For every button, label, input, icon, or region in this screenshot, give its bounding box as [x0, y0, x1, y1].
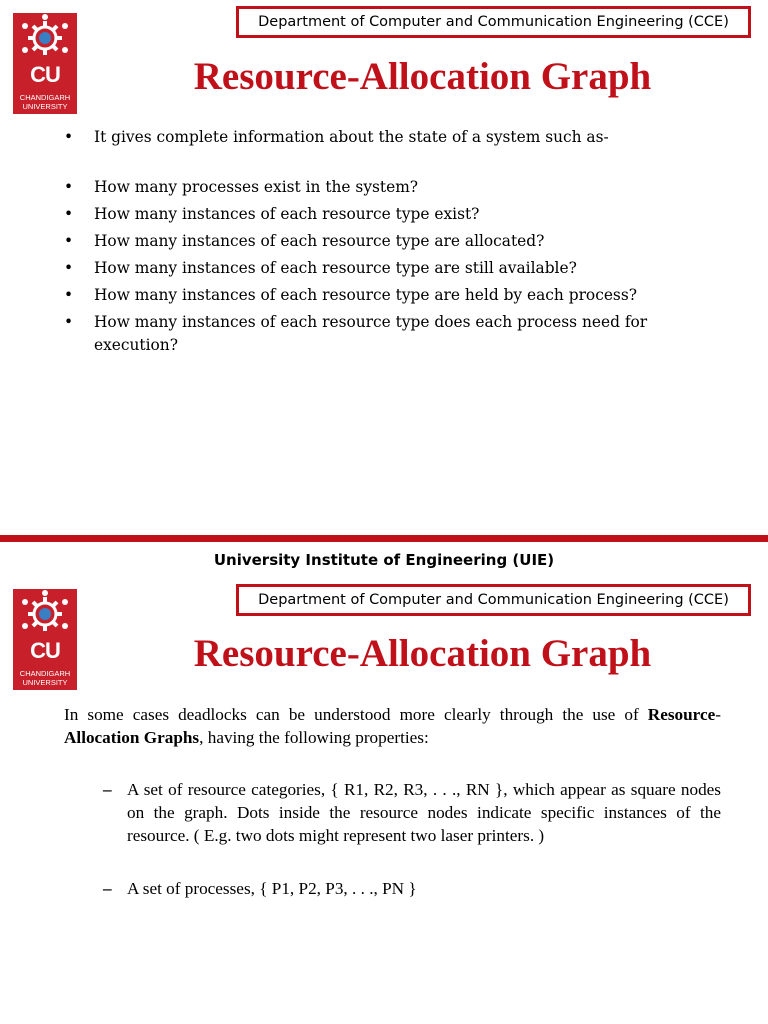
list-item: • How many instances of each resource type does each process need for execution? — [64, 311, 704, 357]
list-item: • It gives complete information about the state of a system such as- — [64, 126, 704, 149]
institute-heading: University Institute of Engineering (UIE) — [213, 551, 555, 569]
department-banner: Department of Computer and Communication Engineering (CCE) — [236, 6, 751, 38]
cu-logo — [13, 589, 77, 690]
list-item: • How many instances of each resource type are held by each process? — [64, 284, 704, 307]
intro-paragraph: In some cases deadlocks can be understood more clearly through the use of Resource-Allocation Graphs, having the following properties: — [64, 705, 721, 747]
gear-emblem-icon — [13, 13, 77, 63]
slide-divider — [0, 535, 768, 542]
list-item: • How many processes exist in the system? — [64, 176, 704, 199]
bullet-list — [64, 126, 704, 357]
properties-list — [103, 778, 721, 900]
logo-university-name: CHANDIGARH UNIVERSITY — [19, 669, 71, 687]
list-item: • How many instances of each resource type exist? — [64, 203, 704, 226]
logo-initials: CU — [30, 638, 60, 663]
department-banner: Department of Computer and Communication Engineering (CCE) — [236, 584, 751, 616]
slide-title: Resource-Allocation Graph — [193, 632, 652, 675]
list-item: • How many instances of each resource type are still available? — [64, 257, 704, 280]
slide-title: Resource-Allocation Graph — [193, 55, 652, 98]
logo-university-name: CHANDIGARH UNIVERSITY — [19, 93, 71, 111]
cu-logo — [13, 13, 77, 114]
slide-2 — [0, 535, 768, 1024]
list-item: – A set of processes, { P1, P2, P3, . . ., PN } — [103, 877, 721, 900]
gear-emblem-icon — [13, 589, 77, 639]
logo-initials: CU — [30, 62, 60, 87]
list-item: • How many instances of each resource type are allocated? — [64, 230, 704, 253]
list-item: – A set of resource categories, { R1, R2, R3, . . ., RN }, which appear as square nodes on the graph. Dots inside the resource nodes indicate specific instances of the resource. ( E.g. two dots might represent two laser printers. ) — [103, 778, 721, 847]
